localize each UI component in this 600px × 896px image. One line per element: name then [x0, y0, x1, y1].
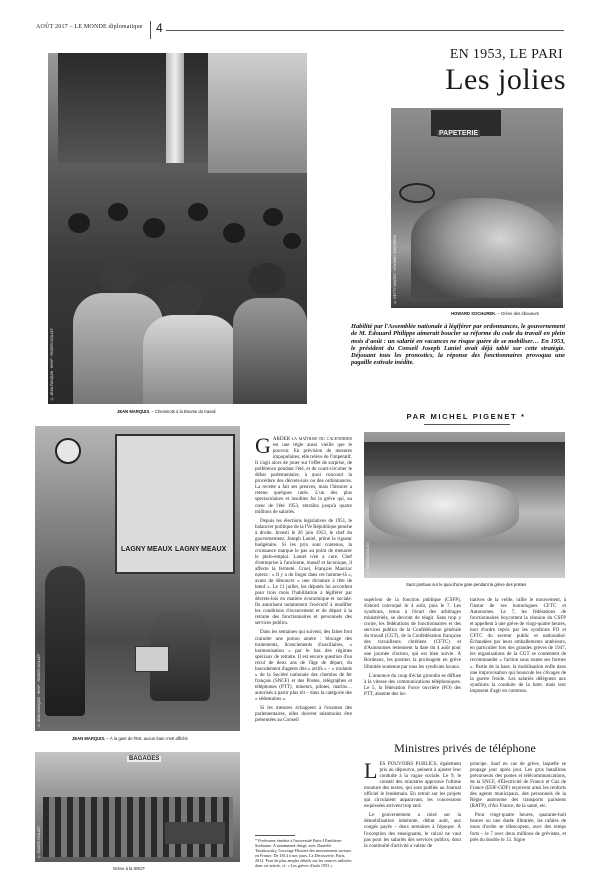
- refuse-pile: [411, 198, 561, 298]
- caption-text: – Grève des éboueurs: [496, 311, 539, 316]
- departure-board: [115, 434, 235, 574]
- paragraph: principe. Sauf en cas de grève, laquelle se propage jour après jour. Les gros bataillons précurseurs des postes et télécommunications, de la SNCF, d'Électricité de France et Gaz de France (EDF-GDF) reçoivent ainsi les renforts des agents municipaux, des personnels de la Régie autonome des transports parisiens (RATP), d'Air France, de la santé, etc.: [470, 761, 566, 810]
- photo-bourse-du-travail: [48, 53, 307, 404]
- paragraph: [255, 436, 352, 515]
- section-subhead: Ministres privés de téléphone: [394, 741, 536, 755]
- paragraph-text: est une règle aussi vieille que le pouvoir. En prévision de mesures impopulaires, elle relève de l'impératif. Il s'agit alors de jouer sur l'effet de surprise, de préférence pendant l'été, et de court-circuiter le débat parlementaire, à quoi concourt la procédure des décrets-lois ou des ordonnances. La recette a fait ses preuves, mais l'histoire a retenu quelques ratés. L'un des plus spectaculaires et insolites fut la grève qui, au cœur de l'été 1953, entraîna jusqu'à quatre millions de salariés.: [255, 442, 352, 515]
- author-footnote: * Professeur émérite à l'université Paris-I Panthéon-Sorbonne. A notamment dirigé, avec Danielle Tartakowsky, l'ouvrage Histoire des mouvements sociaux en France. De 1814 à nos jours, La Découverte, Paris, 2012. Pour de plus amples détails sur les sources utilisées dans cet article, cf. « Les grèves d'août 1953 ».: [255, 838, 352, 868]
- paragraph: Si les mesures échappent à l'examen des parlementaires, elles doivent néanmoins être présentées au Conseil: [255, 705, 352, 724]
- text-column-1: [255, 436, 352, 831]
- platform-floor: [364, 542, 565, 578]
- crowd-head: [68, 213, 90, 233]
- photo-credit: © ROGER-VIOLLET: [366, 541, 370, 574]
- text-column-2-bottom: [364, 761, 461, 876]
- worker-head: [248, 263, 286, 295]
- bicycle: [399, 183, 435, 203]
- drop-cap: G: [255, 436, 271, 458]
- article-kicker: EN 1953, LE PARI: [449, 47, 563, 62]
- mail-bags: [369, 480, 519, 540]
- stage-backdrop: [58, 53, 208, 163]
- paragraph-text: , également pris au dépourvu, peinent à ajuster leur conduite à la vague sociale. Le 9, le conseil des ministres approuve l'ultime mouture des textes, qui sont publiés au Journal officiel le lendemain. En retrait sur les projets qui circulaient auparavant, les concessions esquissées arrivent trop tard.: [364, 761, 461, 810]
- article-title: Les jolies: [445, 63, 566, 96]
- paragraph: Pour vingt-quatre heures, quarante-huit heures ou une durée illimitée, les rafales de mots d'ordre se télescopent, avec des temps forts – le 7 avec deux millions de grévistes, et près du double le 13. Signe: [470, 812, 566, 843]
- paragraph: supérieur de la fonction publique (CSFP), d'abord convoqué le 4 août, puis le 7. Les syndicats, tenus à l'écart des arbitrages ministériels, se devront de réagir. Sans trop y croire, les fédérations de fonctionnaires et des services publics de la Confédération générale du travail (CGT), de la Confédération française des travailleurs chrétiens (CFTC) et d'Autonomes retiennent la date du 4 août pour une journée d'action, qui est bien suivie. À Bordeaux, les postiers la prolongent en grève illimitée soutenue par tous les syndicats locaux.: [364, 597, 461, 670]
- board-label: LAGNY: [121, 546, 146, 553]
- text-column-3-bottom: [470, 761, 566, 876]
- photo-greve-sncf: [35, 752, 240, 862]
- board-label: MEAUX: [147, 546, 173, 553]
- article-byline: PAR MICHEL PIGENET *: [406, 412, 526, 421]
- text-column-2-top: [364, 597, 461, 734]
- photo-gare-de-l-est: [35, 426, 240, 731]
- photo-greve-eboueurs: [391, 108, 563, 308]
- board-label: LAGNY: [175, 546, 200, 553]
- caption-author: JEAN MARQUIS.: [72, 736, 106, 741]
- photo-caption: [72, 736, 188, 741]
- issue-header: AOÛT 2017 – LE MONDE diplomatique: [36, 24, 143, 30]
- board-label: MEAUX: [201, 546, 227, 553]
- paragraph: L'annonce du coup d'éclat girondin se diffuse à la vitesse des communications téléphoniques. Le 5, la fédération Force ouvrière (FO) des PTT, absente des ini-: [364, 672, 461, 697]
- header-rule: [166, 30, 564, 31]
- paragraph: Le gouvernement a misé sur la démobilisation inhérente, début août, aux congés payés – deux semaines à l'époque. À l'exception des enseignants, le calcul ne vaut pas pour les salariés des services publics, dont la continuité d'activité a valeur de: [364, 812, 461, 849]
- photo-caption: [117, 409, 215, 414]
- shop-sign: PAPETERIE: [439, 130, 479, 137]
- paragraph: Depuis les élections législatives de 1951, le balancier politique de la IVe République penche à droite. Investi le 26 juin 1953, le chef du gouvernement, Joseph Laniel, prône la rigueur budgétaire. Si les prix sont contenus, la croissance marque le pas au point de menacer le plein-emploi. Laniel n'en a cure. Chef d'entreprise à l'ancienne, massif et laconique, il affecte la fermeté. Cruel, François Mauriac notera : « Il y a du lingot dans cet homme-là », avant de dénoncer « une dictature à tête de bœuf ». Le 11 juillet, les députés lui accordent pour trois mois l'habilitation à légiférer par décrets-lois en matière économique et sociale. Ils autorisent notamment l'exécutif à modifier les conditions d'avancement et de départ à la retraite des fonctionnaires et personnels des services publics.: [255, 517, 352, 627]
- drop-cap: L: [364, 761, 378, 783]
- crowd-head: [283, 233, 301, 249]
- luggage-cart: [165, 822, 225, 844]
- photo-credit: © JEAN MARQUIS · BHVP · ROGER-VIOLLET: [37, 653, 41, 727]
- paragraph: Dans les semaines qui suivent, des faites font craindre une potion amère : blocage des traitements, licenciements d'auxiliaires, « harmonisation » par le bas des régimes spéciaux de retraite. Il est encore question d'un recul de deux ans de l'âge de départ, du basculement d'agents dits « actifs » – « roulants » de la Société nationale des chemins de fer français (SNCF) et des Postes, télégraphes et téléphones (PTT), mineurs, pilotes, marins… autorisés à partir plus tôt – dans la catégorie des « sédentaires ».: [255, 629, 352, 702]
- text-column-3-top: [470, 597, 566, 734]
- header-divider: [150, 21, 151, 39]
- standing-man: [45, 566, 85, 716]
- station-clock: [55, 438, 81, 464]
- photo-sacs-postaux: [364, 432, 565, 578]
- lead-in: ES POUVOIRS PUBLICS: [379, 761, 437, 767]
- drape: [166, 53, 184, 163]
- crowd-head: [263, 208, 283, 226]
- photo-caption: Sacs postaux sur le quai d'une gare pendant la grève des postes: [406, 582, 527, 587]
- photo-credit: © JEAN PANQUIN · BHVP · ROGER-VIOLLET: [50, 327, 54, 400]
- suitcase: [135, 646, 169, 672]
- photo-credit: © GETTY IMAGES · HOWARD SOCHUREK: [393, 235, 397, 304]
- paragraph: tiatives de la veille, rallie le mouvement, à l'instar de ses homologues CFTC et Autonomes. Le 7, les fédérations de fonctionnaires boycottent la réunion du CSFP et appellent à une grève de vingt-quatre heures, mot d'ordre repris par les syndicats FO et CFTC du secteur public et nationalisé. Échaudées par leurs emballements antérieurs, en particulier lors des grandes grèves de 1947, les organisations de la CGT se contentent de recommander « l'action sous toutes ses formes ». Partie de la base, la mobilisation enfle dans une improvisation qui bouscule les clivages de la guerre froide. Les salariés délèguent aux syndicats la conduite de la lutte, mais leur imposent d'agir en commun.: [470, 597, 566, 694]
- worker-head: [158, 281, 202, 319]
- crowd-head: [223, 223, 245, 243]
- worker-shirt: [233, 298, 307, 404]
- train-carriage: [364, 442, 565, 476]
- lead-in: ARDER la maîtrise du calendrier: [272, 436, 352, 442]
- footnote-rule: [255, 835, 295, 836]
- article-chapo: Habilité par l'Assemblée nationale à légiférer par ordonnances, le gouvernement de M. Édouard Philippe aimerait boucler sa réforme du code du travail en plein mois d'août : un salarié en vacances ne risque guère de se mobiliser… En 1953, le président du Conseil Joseph Laniel avait déjà tablé sur cette stratégie. Déjouant tous les pronostics, la réponse des fonctionnaires provoqua une pagaille estivale inédite.: [351, 323, 565, 367]
- photo-caption: Grève à la SNCF: [113, 866, 145, 871]
- byline-rule: [424, 424, 510, 425]
- photo-caption: [451, 311, 539, 316]
- crowd-head: [108, 203, 128, 221]
- paragraph: [364, 761, 461, 809]
- station-sign: BAGAGES: [129, 756, 160, 762]
- worker-shirt: [143, 315, 238, 404]
- caption-text: – Cheminots à la Bourse du travail: [150, 409, 216, 414]
- photo-credit: © ROGER-VIOLLET: [37, 825, 41, 858]
- page-number: 4: [156, 21, 163, 35]
- hall-window: [208, 53, 307, 173]
- crowd-head: [188, 203, 208, 221]
- worker-head: [98, 258, 138, 292]
- caption-author: JEAN MARQUIS.: [117, 409, 151, 414]
- caption-author: HOWARD SOCHUREK.: [451, 311, 497, 316]
- crowd-head: [143, 218, 165, 238]
- caption-text: – À la gare de l'Est, aucun train n'est affiché: [105, 736, 188, 741]
